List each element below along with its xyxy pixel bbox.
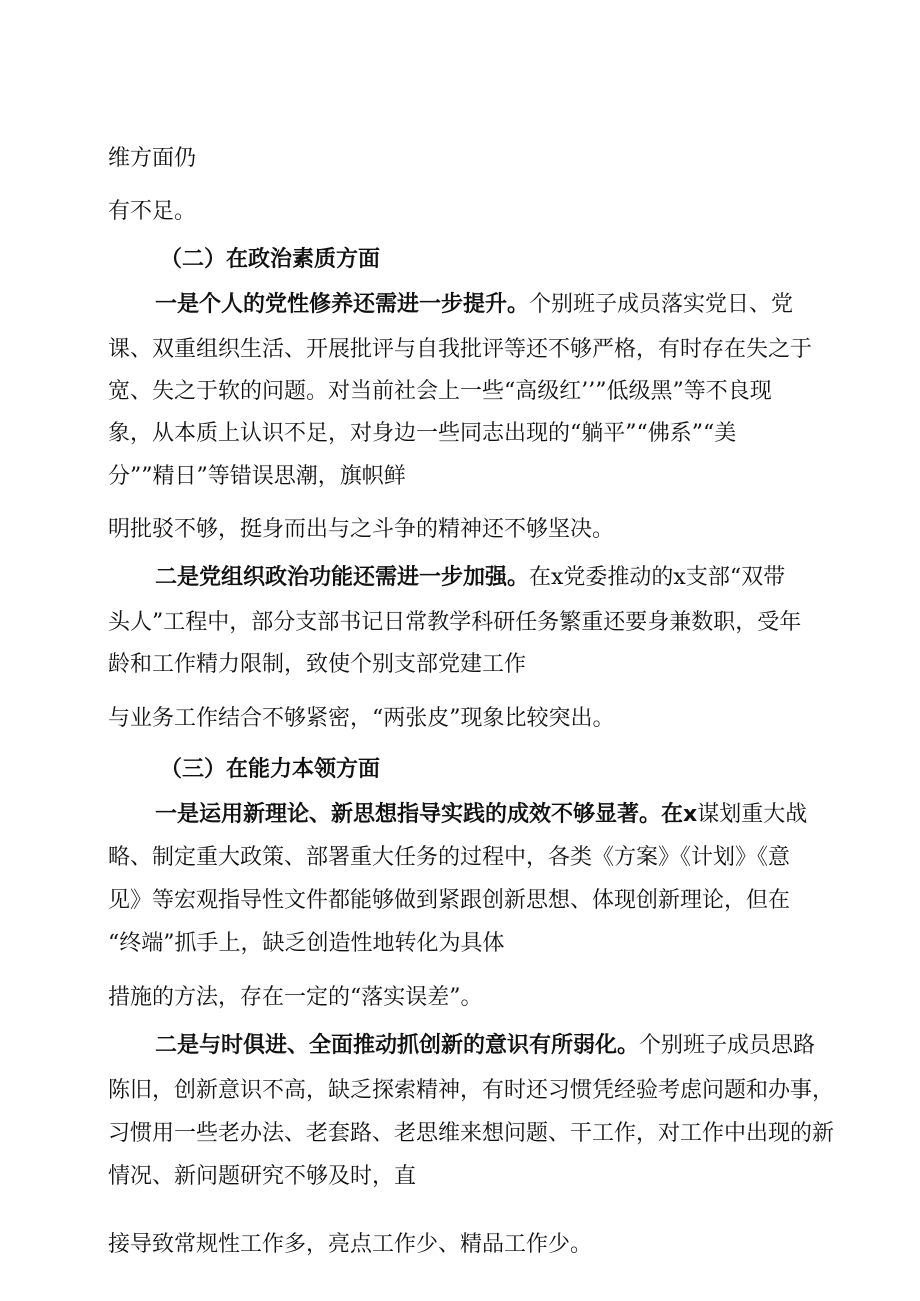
heading-text: （二）在政治素质方面: [160, 247, 381, 272]
text-line: [108, 886, 790, 916]
text-line: [108, 377, 772, 407]
line-text: 课、双重组织生活、开展批评与自我批评等还不够严格，有时存在失之于: [108, 337, 813, 362]
line-text: 措施的方法，存在一定的“落实误差”。: [108, 985, 483, 1010]
text-line: [108, 929, 505, 959]
text-line: [108, 335, 812, 365]
line-text: 谋划重大战: [697, 802, 808, 827]
text-line: [108, 1162, 416, 1192]
text-line: [108, 197, 196, 227]
line-text: 明批驳不够，挺身而出与之斗争的精神还不够坚决。: [108, 517, 615, 542]
line-text: 接导致常规性工作多，亮点工作少、精品工作少。: [108, 1232, 593, 1257]
text-line: [108, 1119, 834, 1149]
line-text: 维方面仍: [108, 146, 197, 171]
bold-lead: 二是与时俱进、全面推动抓创新的意识有所弱化。: [155, 1033, 640, 1058]
text-line: [108, 419, 736, 449]
line-text: 略、制定重大政策、部署重大任务的过程中，各类《方案》《计划》《意: [108, 845, 791, 870]
section-heading: [160, 755, 380, 785]
text-line: [108, 983, 483, 1013]
section-heading: [160, 245, 380, 275]
bold-lead: 一是运用新理论、新思想指导实践的成效不够显著。在x: [155, 802, 698, 827]
line-text: 分””精日”等错误思潮，旗帜鲜: [108, 464, 406, 489]
text-line: [108, 704, 615, 734]
bold-lead: 一是个人的党性修养还需进一步提升。: [155, 292, 530, 317]
paragraph-first-line: [155, 563, 785, 593]
heading-text: （三）在能力本领方面: [160, 757, 381, 782]
text-line: [108, 515, 614, 545]
line-text: 龄和工作精力限制，致使个别支部党建工作: [108, 652, 527, 677]
line-text: 情况、新问题研究不够及时，直: [108, 1164, 417, 1189]
line-text: 在x党委推动的x支部“双带: [529, 565, 786, 590]
line-text: 个别班子成员思路: [639, 1033, 816, 1058]
text-line: [108, 1230, 592, 1260]
paragraph-first-line: [155, 290, 793, 320]
line-text: 见》等宏观指导性文件都能够做到紧跟创新思想、体现创新理论，但在: [108, 888, 791, 913]
line-text: 习惯用一些老办法、老套路、老思维来想问题、干工作，对工作中出现的新: [108, 1121, 835, 1146]
line-text: 象，从本质上认识不足，对身边一些同志出现的“躺平”“佛系”“美: [108, 421, 737, 446]
paragraph-first-line: [155, 800, 807, 830]
line-text: 个别班子成员落实党日、党: [529, 292, 794, 317]
line-text: 陈旧，创新意识不高，缺乏探索精神，有时还习惯凭经验考虑问题和办事，: [108, 1078, 835, 1103]
line-text: 有不足。: [108, 199, 197, 224]
text-line: [108, 1076, 834, 1106]
paragraph-first-line: [155, 1031, 815, 1061]
text-line: [108, 462, 406, 492]
text-line: [108, 608, 801, 638]
line-text: 宽、失之于软的问题。对当前社会上一些“高级红’’”低级黑”等不良现: [108, 379, 772, 404]
line-text: 与业务工作结合不够紧密，“两张皮”现象比较突出。: [108, 706, 615, 731]
line-text: “终端”抓手上，缺乏创造性地转化为具体: [108, 931, 505, 956]
bold-lead: 二是党组织政治功能还需进一步加强。: [155, 565, 530, 590]
text-line: [108, 843, 790, 873]
line-text: 头人”工程中，部分支部书记日常教学科研任务繁重还要身兼数职，受年: [108, 610, 802, 635]
text-line: [108, 650, 526, 680]
text-line: [108, 144, 196, 174]
